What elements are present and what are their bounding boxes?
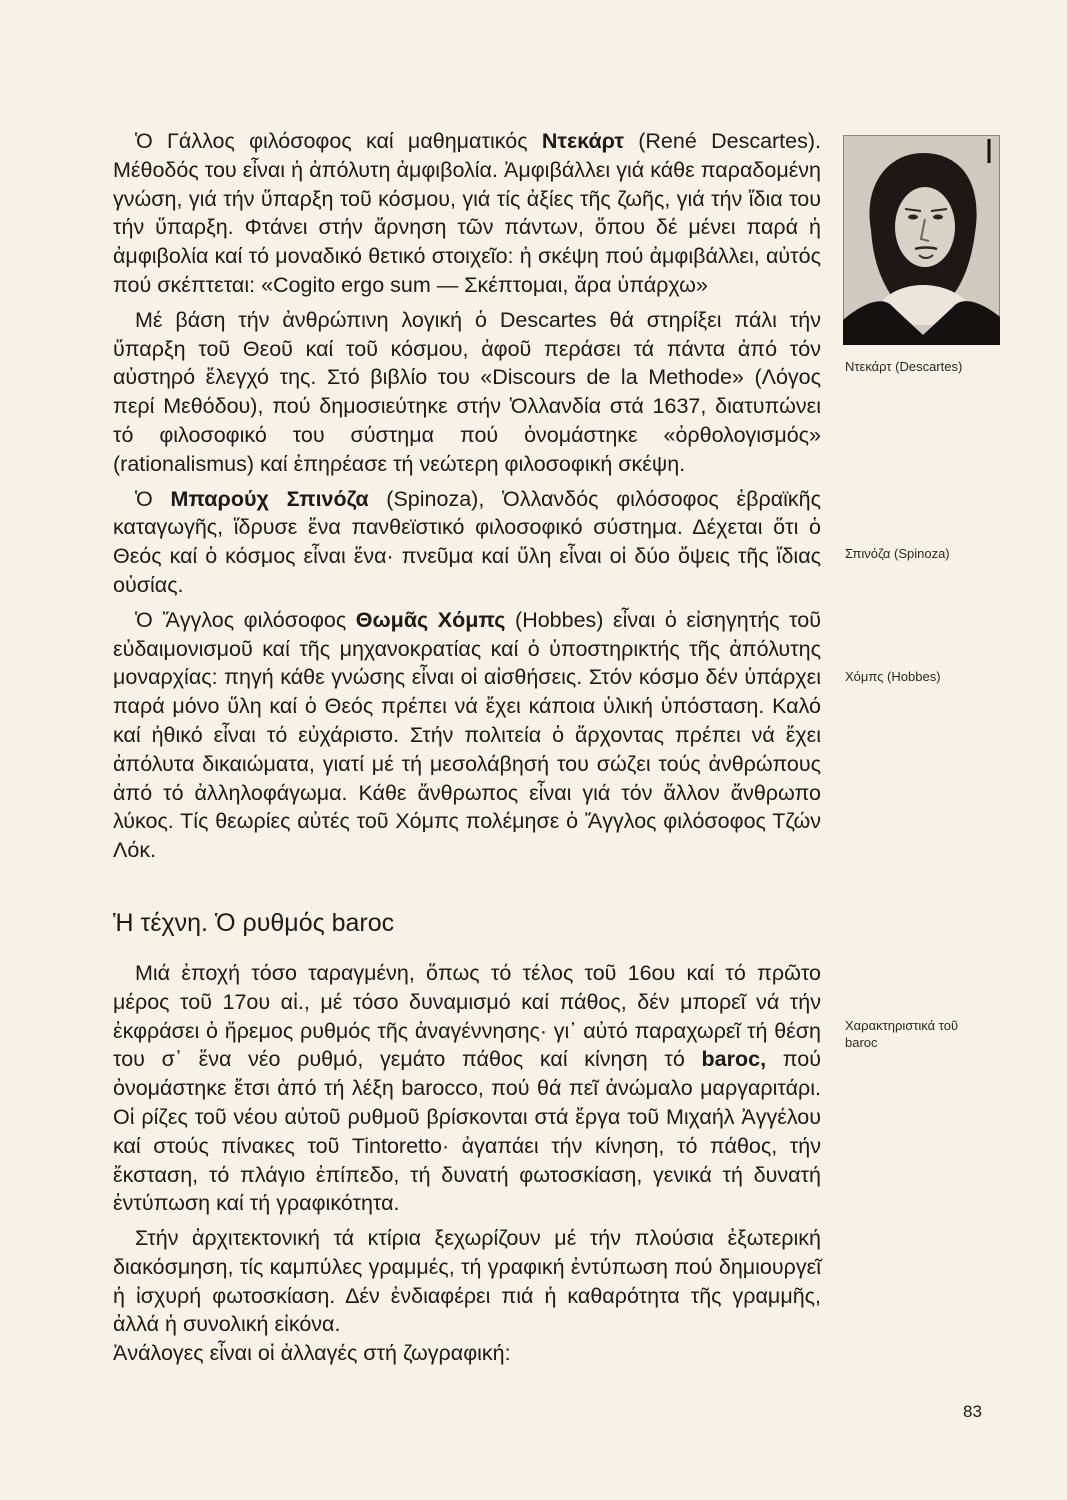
descartes-portrait xyxy=(843,135,1000,345)
paragraph-spinoza xyxy=(113,485,821,600)
text-run: Ὁ Γάλλος φιλόσοφος καί μαθηματικός xyxy=(135,129,542,153)
text-run: (Hobbes) εἶναι ὁ εἰσηγητής τοῦ εὐδαιμονισμοῦ καί τῆς μηχανοκρατίας καί ὁ ὑποστηρικτής τῆς ἀπόλυτης μοναρχίας: πηγή κάθε γνώσης εἶναι οἱ αἰσθήσεις. Στόν κόσμο δέν ὑπάρχει παρά μόνο ὕλη καί ὁ Θεός πρέπει νά ἔχει κάποια ὑλική ὑπόσταση. Καλό καί ἠθικό εἶναι τό εὐχάριστο. Στήν πολιτεία ὁ ἄρχοντας πρέπει νά ἔχει ἀπόλυτα δικαιώματα, γιατί μέ τή μεσολάβησή του σώζει τούς ἀνθρώπους ἀπό τό ἀλληλοφάγωμα. Κάθε ἄνθρωπος εἶναι γιά τόν ἄλλον ἄνθρωπο λύκος. Τίς θεωρίες αὐτές τοῦ Χόμπς πολέμησε ὁ Ἄγγλος φιλόσοφος Τζών Λόκ. xyxy=(113,607,821,863)
text-run: Μιά ἐποχή τόσο ταραγμένη, ὅπως τό τέλος τοῦ 16ου καί τό πρῶτο μέρος τοῦ 17ου αἰ., μέ τόσο δυναμισμό καί πάθος, δέν μπορεῖ νά τήν ἐκφράσει ὁ ἤρεμος ρυθμός τῆς ἀναγέννησης· γι᾿ αὐτό παραχωρεῖ τή θέση του σ᾿ ἕνα νέο ρυθμό, γεμάτο πάθος καί κίνηση τό xyxy=(113,960,821,1072)
page-number: 83 xyxy=(963,1402,982,1421)
bold-name-descartes: Ντεκάρτ xyxy=(541,129,624,153)
section-title: Ἡ τέχνη. Ὁ ρυθμός baroc xyxy=(113,908,395,937)
paragraph-descartes-1 xyxy=(113,127,821,300)
text-run: (Spinoza), Ὁλλανδός φιλόσοφος ἑβραϊκῆς καταγωγῆς, ἵδρυσε ἕνα πανθεϊστικό φιλοσοφικό σύστημα. Δέχεται ὅτι ὁ Θεός καί ὁ κόσμος εἶναι ἕνα· πνεῦμα καί ὕλη εἶναι οἱ δύο ὄψεις τῆς ἴδιας οὐσίας. xyxy=(113,486,821,597)
paragraph-baroc-3: Ἀνάλογες εἶναι οἱ ἀλλαγές στή ζωγραφική: xyxy=(113,1341,511,1366)
caption-descartes: Ντεκάρτ (Descartes) xyxy=(845,359,963,374)
paragraph-descartes-2: Μέ βάση τήν ἀνθρώπινη λογική ὁ Descartes θά στηρίξει πάλι τήν ὕπαρξη τοῦ Θεοῦ καί τοῦ κόσμου, ἀφοῦ περάσει τά πάντα ἀπό τόν αὐστηρό ἔλεγχό της. Στό βιβλίο του «Discours de la Methode» (Λόγος περί Μεθόδου), πού δημοσιεύτηκε στήν Ὁλλανδία στά 1637, διατυπώνει τό φιλοσοφικό του σύστημα πού ὀνομάστηκε «ὀρθολογισμός» (rationalismus) καί ἐπηρέασε τή νεώτερη φιλοσοφική σκέψη. xyxy=(113,307,821,476)
bold-name-hobbes: Θωμᾶς Χόμπς xyxy=(355,607,506,632)
caption-hobbes: Χόμπς (Hobbes) xyxy=(845,669,941,684)
main-text xyxy=(113,127,821,1368)
bold-name-spinoza: Μπαρούχ Σπινόζα xyxy=(170,486,369,511)
text-run: πού ὀνομάστηκε ἔτσι ἀπό τή λέξη barocco, πού θά πεῖ ἀνώμαλο μαργαριτάρι. Οἱ ρίζες τοῦ νέου αὐτοῦ ρυθμοῦ βρίσκονται στά ἔργα τοῦ Μιχαήλ Ἀγγέλου καί στούς πίνακες τοῦ Tintoretto· ἀγαπάει τήν κίνηση, τό πάθος, τήν ἔκσταση, τό πλάγιο ἐπίπεδο, τή δυνατή φωτοσκίαση, γενικά τή δυνατή ἐντύπωση καί τή γραφικότητα. xyxy=(113,1047,821,1216)
bold-term-baroc: baroc, xyxy=(701,1047,767,1072)
caption-baroc: Χαρακτηριστικά τοῦ baroc xyxy=(845,1018,959,1050)
text-run: Ὁ xyxy=(135,486,171,511)
text-run: Ὁ Ἄγγλος φιλόσοφος xyxy=(135,607,356,632)
paragraph-hobbes xyxy=(113,606,821,865)
paragraph-baroc-2: Στήν ἀρχιτεκτονική τά κτίρια ξεχωρίζουν μέ τήν πλούσια ἐξωτερική διακόσμηση, τίς καμπύλες γραμμές, τή γραφική ἐντύπωση πού δημιουργεῖ ἡ ἰσχυρή φωτοσκίαση. Δέν ἐνδιαφέρει πιά ἡ καθαρότητα τῆς γραμμῆς, ἀλλά ἡ συνολική εἰκόνα. xyxy=(113,1226,821,1337)
caption-spinoza: Σπινόζα (Spinoza) xyxy=(845,546,950,561)
paragraph-baroc-1 xyxy=(113,959,821,1218)
text-run: (René Descartes). Μέθοδός του εἶναι ἡ ἀπόλυτη ἀμφιβολία. Ἀμφιβάλλει γιά κάθε παραδομένη γνώση, γιά τήν ὕπαρξη τοῦ κόσμου, γιά τίς ἀξίες τῆς ζωῆς, γιά τήν ἴδια του τήν ὕπαρξη. Φτάνει στήν ἄρνηση τῶν πάντων, ὅπου δέ μένει παρά ἡ ἀμφιβολία καί τό μοναδικό θετικό στοιχεῖο: ἡ σκέψη πού ἀμφιβάλλει, αὐτός πού σκέπτεται: «Cogito ergo sum — Σκέπτομαι, ἄρα ὑπάρχω» xyxy=(113,129,821,297)
